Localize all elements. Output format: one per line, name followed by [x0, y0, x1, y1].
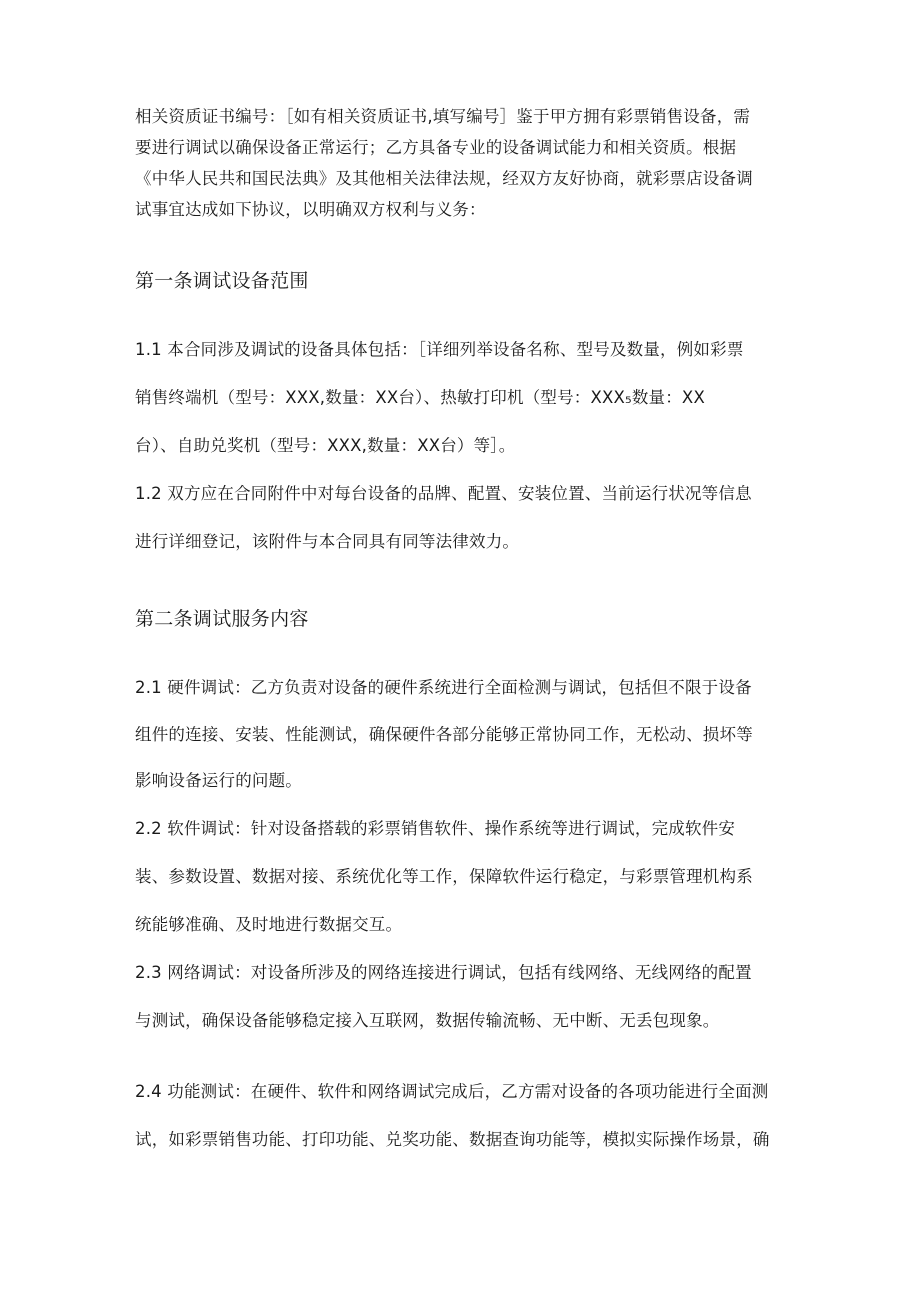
- clause-2-3-line: 2.3 网络调试：对设备所涉及的网络连接进行调试，包括有线网络、无线网络的配置: [135, 963, 752, 982]
- clause-2-2-line: 统能够准确、及时地进行数据交互。: [135, 915, 403, 934]
- intro-line: 试事宜达成如下协议，以明确双方权利与义务：: [135, 200, 486, 219]
- clause-2-2-line: 装、参数设置、数据对接、系统优化等工作，保障软件运行稳定，与彩票管理机构系: [135, 867, 753, 886]
- clause-2-1-line: 组件的连接、安装、性能测试，确保硬件各部分能够正常协同工作，无松动、损坏等: [135, 725, 753, 744]
- intro-line: 《中华人民共和国民法典》及其他相关法律法规，经双方友好协商，就彩票店设备调: [135, 169, 753, 188]
- clause-2-2-line: 2.2 软件调试：针对设备搭载的彩票销售软件、操作系统等进行调试，完成软件安: [135, 819, 736, 838]
- clause-1-2-line: 1.2 双方应在合同附件中对每台设备的品牌、配置、安装位置、当前运行状况等信息: [135, 484, 752, 503]
- clause-2-1-line: 2.1 硬件调试：乙方负责对设备的硬件系统进行全面检测与调试，包括但不限于设备: [135, 678, 752, 697]
- clause-1-1-line: 台）、自助兑奖机（型号：XXX,数量：XX台）等］。: [135, 436, 516, 455]
- intro-line: 相关资质证书编号：［如有相关资质证书,填写编号］鉴于甲方拥有彩票销售设备，需: [135, 107, 751, 126]
- clause-2-4-line: 2.4 功能测试：在硬件、软件和网络调试完成后，乙方需对设备的各项功能进行全面测: [135, 1082, 769, 1101]
- clause-2-4-line: 试，如彩票销售功能、打印功能、兑奖功能、数据查询功能等，模拟实际操作场景，确: [135, 1130, 770, 1149]
- article-2-title: 第二条调试服务内容: [135, 608, 309, 630]
- article-1-title: 第一条调试设备范围: [135, 270, 309, 292]
- clause-2-3-line: 与测试，确保设备能够稳定接入互联网，数据传输流畅、无中断、无丢包现象。: [135, 1011, 720, 1030]
- clause-2-1-line: 影响设备运行的问题。: [135, 771, 302, 790]
- clause-1-1-line: 1.1 本合同涉及调试的设备具体包括：［详细列举设备名称、型号及数量，例如彩票: [135, 340, 744, 359]
- clause-1-2-line: 进行详细登记，该附件与本合同具有同等法律效力。: [135, 532, 520, 551]
- intro-line: 要进行调试以确保设备正常运行；乙方具备专业的设备调试能力和相关资质。根据: [135, 138, 737, 157]
- clause-1-1-line: 销售终端机（型号：XXX,数量：XX台）、热敏打印机（型号：XXX₅数量：XX: [135, 388, 705, 407]
